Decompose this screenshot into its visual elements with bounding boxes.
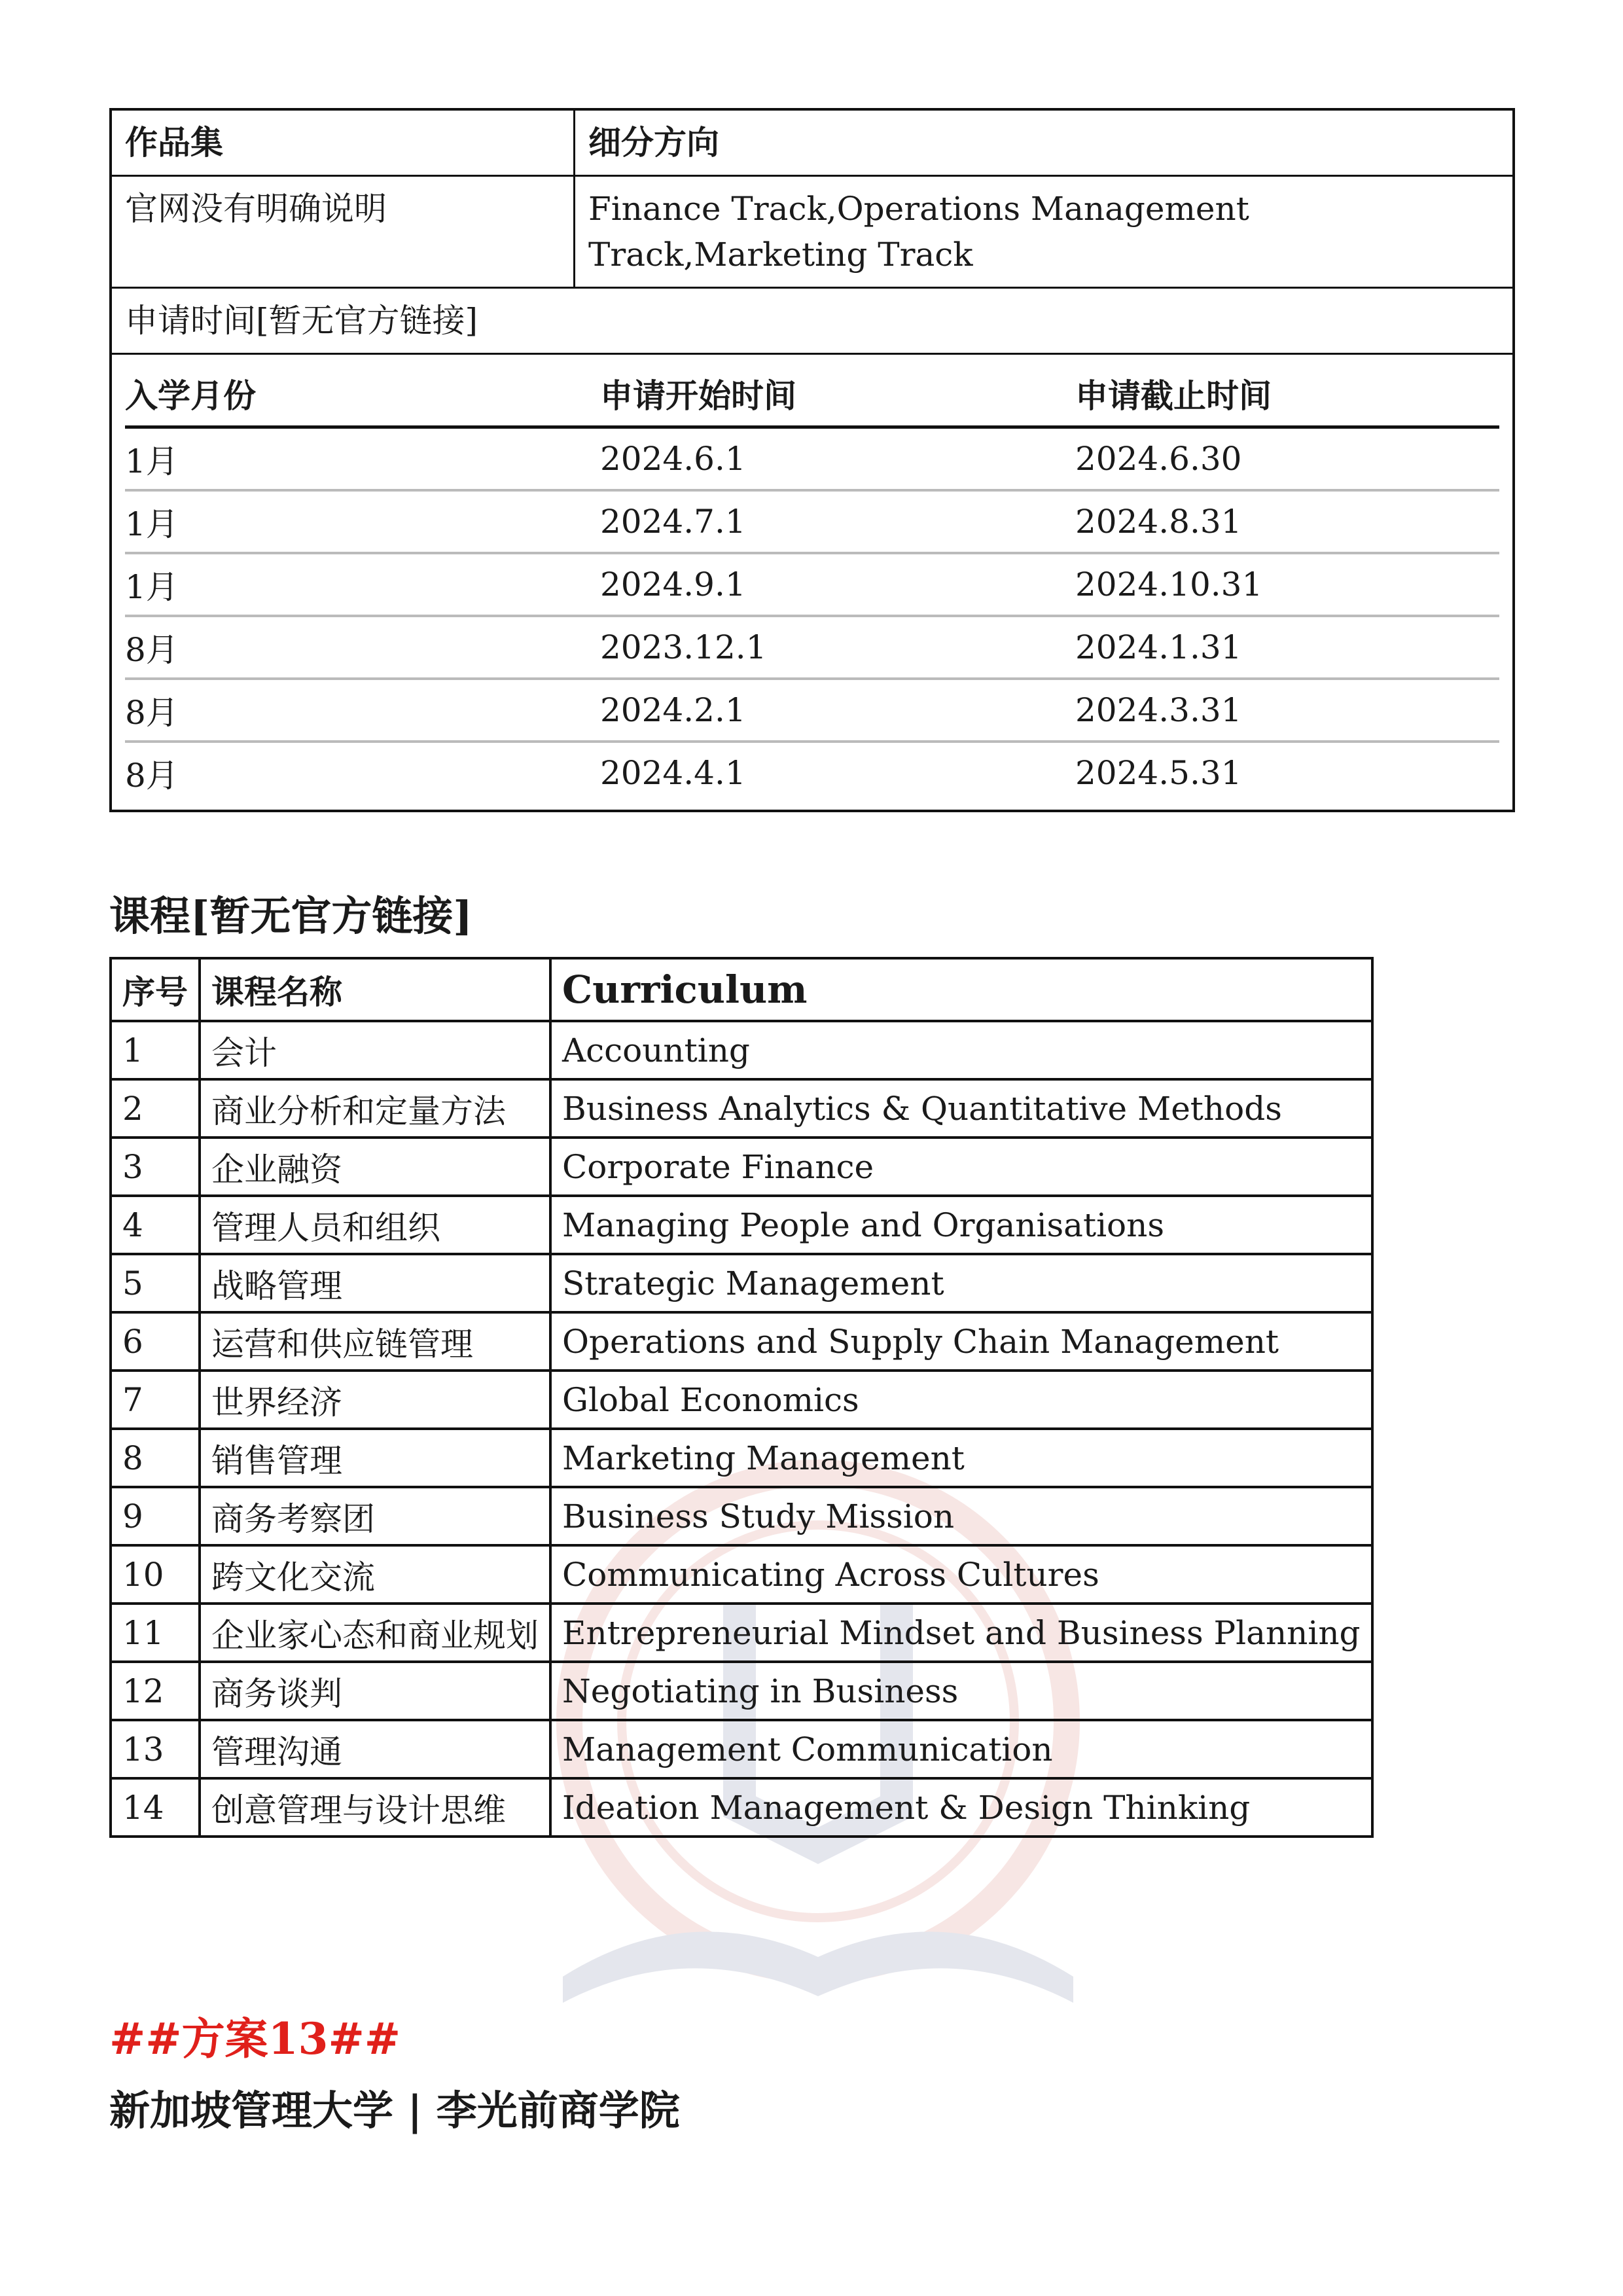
- course-number: 9: [111, 1487, 200, 1545]
- course-number: 2: [111, 1079, 200, 1138]
- schedule-month: 1月: [125, 505, 179, 543]
- table-row: [111, 1021, 1372, 1079]
- course-name-cn: 创意管理与设计思维: [200, 1778, 550, 1837]
- course-name-en: Corporate Finance: [550, 1138, 1372, 1196]
- course-number: 5: [111, 1254, 200, 1312]
- curriculum-header-row: [111, 958, 1372, 1021]
- header-course-cn: 课程名称: [200, 958, 550, 1021]
- schedule-table: [112, 355, 1512, 810]
- table-row: [111, 1429, 1372, 1487]
- course-name-cn: 战略管理: [200, 1254, 550, 1312]
- course-name-en: Strategic Management: [550, 1254, 1372, 1312]
- header-number: 序号: [111, 958, 200, 1021]
- table-row: [111, 1138, 1372, 1196]
- application-time-label: 申请时间[暂无官方链接]: [112, 289, 1512, 355]
- course-name-en: Business Study Mission: [550, 1487, 1372, 1545]
- course-name-en: Global Economics: [550, 1371, 1372, 1429]
- course-name-cn: 销售管理: [200, 1429, 550, 1487]
- schedule-end: 2024.3.31: [1075, 691, 1242, 729]
- schedule-end: 2024.10.31: [1075, 565, 1263, 603]
- table-row: [111, 1720, 1372, 1778]
- table-row: [111, 1662, 1372, 1720]
- schedule-month: 8月: [125, 757, 179, 795]
- info-header-row: [112, 111, 1512, 177]
- schedule-month: 1月: [125, 442, 179, 480]
- course-name-en: Negotiating in Business: [550, 1662, 1372, 1720]
- schedule-start: 2024.7.1: [600, 503, 746, 541]
- table-row: [111, 1254, 1372, 1312]
- course-name-en: Accounting: [550, 1021, 1372, 1079]
- course-name-cn: 企业融资: [200, 1138, 550, 1196]
- track-value: Finance Track,Operations Management Track,Marketing Track: [588, 190, 1249, 274]
- schedule-month: 1月: [125, 568, 179, 606]
- course-number: 8: [111, 1429, 200, 1487]
- course-name-en: Business Analytics & Quantitative Methods: [550, 1079, 1372, 1138]
- schedule-row: [125, 492, 1499, 554]
- track-header: 细分方向: [588, 123, 719, 162]
- course-name-cn: 管理人员和组织: [200, 1196, 550, 1254]
- schedule-month: 8月: [125, 631, 179, 669]
- course-name-en: Operations and Supply Chain Management: [550, 1312, 1372, 1371]
- schedule-row: [125, 743, 1499, 803]
- course-number: 1: [111, 1021, 200, 1079]
- table-row: [111, 1545, 1372, 1604]
- schedule-end: 2024.1.31: [1075, 628, 1242, 666]
- schedule-end: 2024.5.31: [1075, 754, 1242, 792]
- curriculum-table: [109, 957, 1374, 1838]
- course-name-cn: 商务考察团: [200, 1487, 550, 1545]
- course-number: 13: [111, 1720, 200, 1778]
- table-row: [111, 1487, 1372, 1545]
- table-row: [111, 1196, 1372, 1254]
- course-name-en: Managing People and Organisations: [550, 1196, 1372, 1254]
- schedule-header-end: 申请截止时间: [1075, 376, 1272, 415]
- schedule-start: 2024.2.1: [600, 691, 746, 729]
- course-name-cn: 商务谈判: [200, 1662, 550, 1720]
- course-number: 14: [111, 1778, 200, 1837]
- header-course-en: Curriculum: [550, 958, 1372, 1021]
- course-number: 7: [111, 1371, 200, 1429]
- course-number: 12: [111, 1662, 200, 1720]
- schedule-end: 2024.8.31: [1075, 503, 1242, 541]
- course-number: 10: [111, 1545, 200, 1604]
- course-number: 4: [111, 1196, 200, 1254]
- table-row: [111, 1079, 1372, 1138]
- table-row: [111, 1312, 1372, 1371]
- table-row: [111, 1604, 1372, 1662]
- school-name: 新加坡管理大学 | 李光前商学院: [109, 2087, 680, 2134]
- plan-label: ##方案13##: [109, 2013, 401, 2064]
- schedule-row: [125, 680, 1499, 743]
- course-name-cn: 企业家心态和商业规划: [200, 1604, 550, 1662]
- portfolio-header: 作品集: [112, 111, 575, 175]
- schedule-start: 2023.12.1: [600, 628, 767, 666]
- course-name-en: Communicating Across Cultures: [550, 1545, 1372, 1604]
- schedule-header-row: [125, 361, 1499, 429]
- course-number: 3: [111, 1138, 200, 1196]
- schedule-start: 2024.6.1: [600, 440, 746, 478]
- schedule-row: [125, 554, 1499, 617]
- schedule-month: 8月: [125, 694, 179, 732]
- schedule-row: [125, 617, 1499, 680]
- course-name-en: Marketing Management: [550, 1429, 1372, 1487]
- course-name-en: Management Communication: [550, 1720, 1372, 1778]
- schedule-row: [125, 429, 1499, 492]
- course-name-cn: 跨文化交流: [200, 1545, 550, 1604]
- course-name-en: Entrepreneurial Mindset and Business Planning: [550, 1604, 1372, 1662]
- program-info-table: [109, 108, 1515, 812]
- course-name-cn: 管理沟通: [200, 1720, 550, 1778]
- table-row: [111, 1371, 1372, 1429]
- portfolio-value: 官网没有明确说明: [112, 177, 575, 287]
- table-row: [111, 1778, 1372, 1837]
- info-value-row: [112, 177, 1512, 289]
- course-name-en: Ideation Management & Design Thinking: [550, 1778, 1372, 1837]
- course-name-cn: 商业分析和定量方法: [200, 1079, 550, 1138]
- schedule-end: 2024.6.30: [1075, 440, 1242, 478]
- course-number: 11: [111, 1604, 200, 1662]
- schedule-start: 2024.4.1: [600, 754, 746, 792]
- schedule-header-start: 申请开始时间: [600, 376, 796, 415]
- course-name-cn: 会计: [200, 1021, 550, 1079]
- course-number: 6: [111, 1312, 200, 1371]
- curriculum-title: 课程[暂无官方链接]: [109, 892, 473, 940]
- schedule-header-month: 入学月份: [125, 376, 256, 415]
- course-name-cn: 世界经济: [200, 1371, 550, 1429]
- schedule-start: 2024.9.1: [600, 565, 746, 603]
- course-name-cn: 运营和供应链管理: [200, 1312, 550, 1371]
